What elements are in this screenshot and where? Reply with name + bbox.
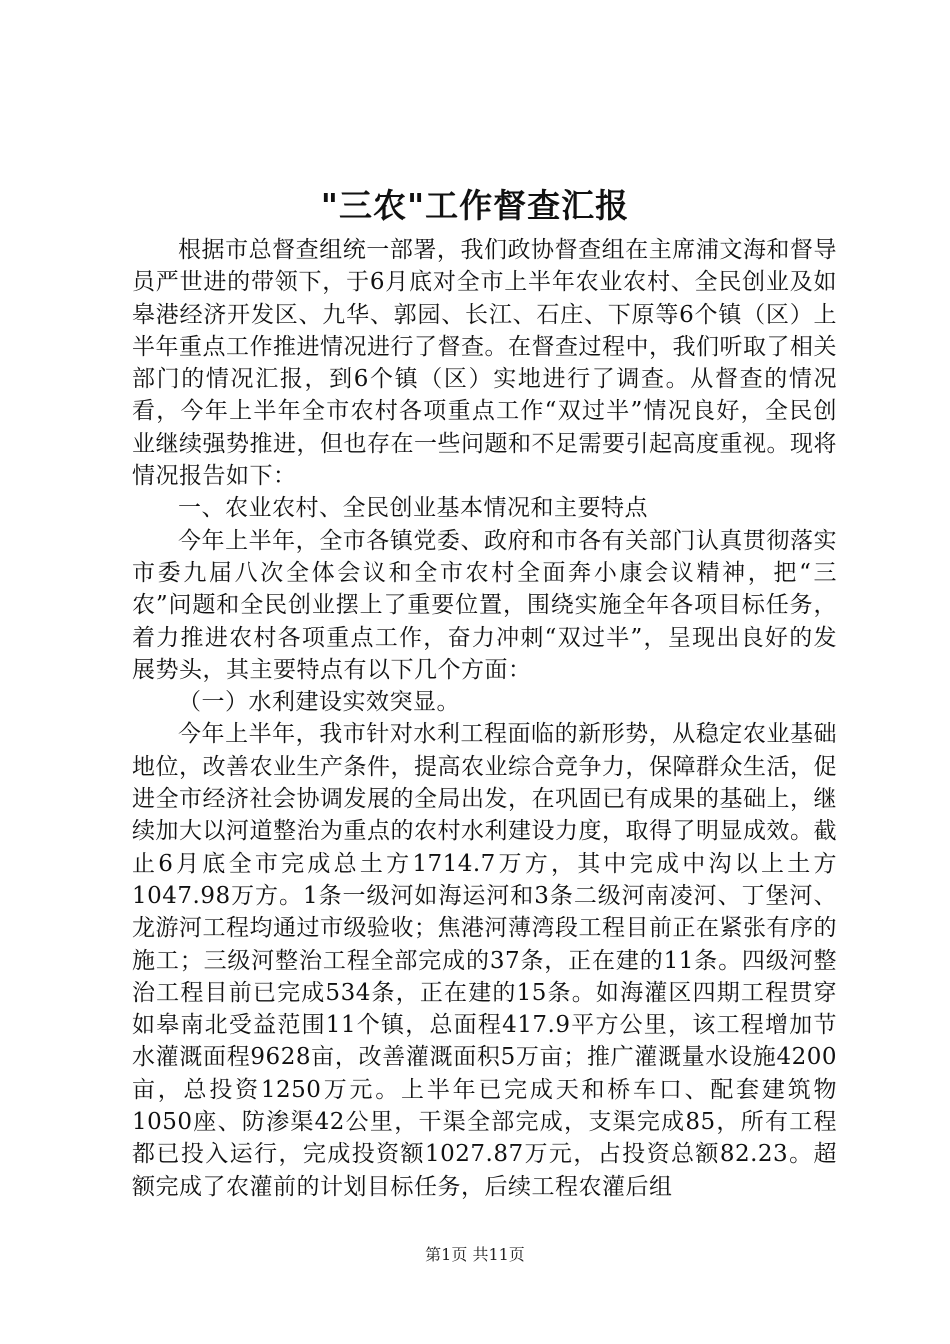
section-heading-1: 一、农业农村、全民创业基本情况和主要特点 [178,495,648,522]
paragraph-intro: 根据市总督查组统一部署，我们政协督查组在主席浦文海和督导员严世进的带领下，于6月底对全市上半年农业农村、全民创业及如皋港经济开发区、九华、郭园、长江、石庄、下原等6个镇（区）上半年重点工作推进情况进行了督查。在督查过程中，我们听取了相关部门的情况汇报，到6个镇（区）实地进行了调查。从督查的情况看，今年上半年全市农村各项重点工作“双过半”情况良好，全民创业继续强势推进，但也存在一些问题和不足需要引起高度重视。现将情况报告如下： [132,237,837,490]
subsection-heading-1: （一）水利建设实效突显。 [178,689,460,716]
page-number-footer: 第1页 共11页 [425,1245,525,1264]
paragraph-water-conservancy: 今年上半年，我市针对水利工程面临的新形势，从稳定农业基础地位，改善农业生产条件，提高农业综合竞争力，保障群众生活，促进全市经济社会协调发展的全局出发，在巩固已有成果的基础上，继续加大以河道整治为重点的农村水利建设力度，取得了明显成效。截止6月底全市完成总土方1714.7万方，其中完成中沟以上土方1047.98万方。1条一级河如海运河和3条二级河南凌河、丁堡河、龙游河工程均通过市级验收；焦港河薄湾段工程目前正在紧张有序的施工；三级河整治工程全部完成的37条，正在建的11条。四级河整治工程目前已完成534条，正在建的15条。如海灌区四期工程贯穿如皋南北受益范围11个镇，总面程417.9平方公里，该工程增加节水灌溉面程9628亩，改善灌溉面积5万亩；推广灌溉量水设施4200亩，总投资1250万元。上半年已完成天和桥车口、配套建筑物1050座、防渗渠42公里，干渠全部完成，支渠完成85，所有工程都已投入运行，完成投资额1027.87万元，占投资总额82.23。超额完成了农灌前的计划目标任务，后续工程农灌后组 [132,721,837,1200]
paragraph-overview: 今年上半年，全市各镇党委、政府和市各有关部门认真贯彻落实市委九届八次全体会议和全市农村全面奔小康会议精神，把“三农”问题和全民创业摆上了重要位置，围绕实施全年各项目标任务，着力推进农村各项重点工作，奋力冲刺“双过半”，呈现出良好的发展势头，其主要特点有以下几个方面： [132,527,837,683]
document-body [132,234,837,1203]
document-title: "三农"工作督查汇报 [320,186,630,225]
